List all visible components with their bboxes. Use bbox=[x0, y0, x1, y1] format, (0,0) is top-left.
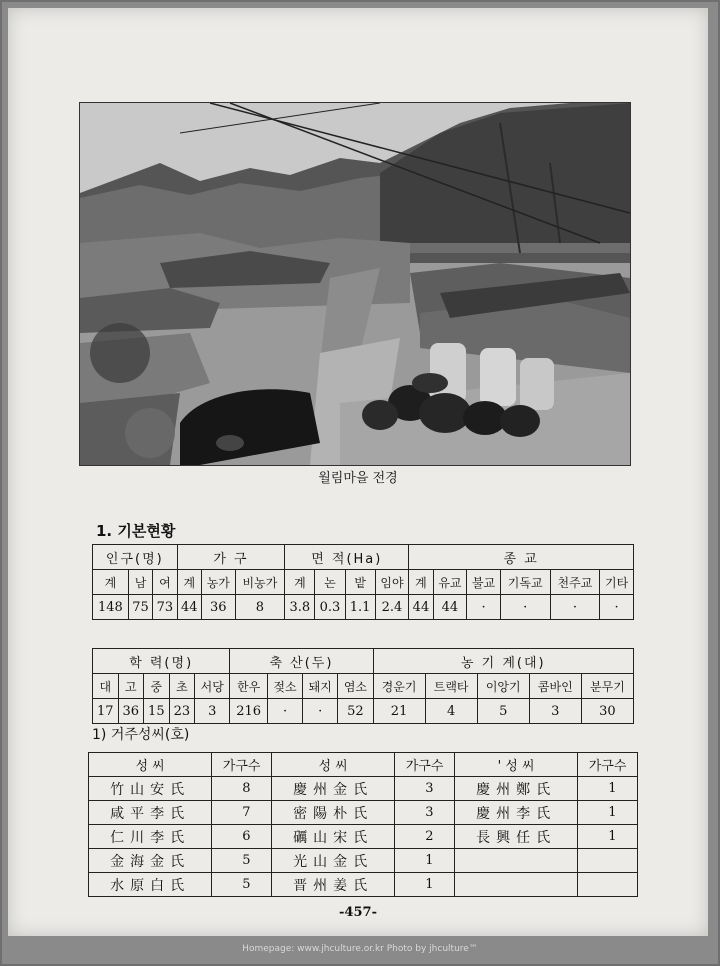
surname-households-table bbox=[88, 752, 638, 897]
subheader: 염소 bbox=[338, 674, 373, 699]
subheader: 밭 bbox=[345, 570, 375, 595]
photo-caption: 월림마을 전경 bbox=[318, 471, 398, 486]
surname-cell: 密陽朴氏 bbox=[271, 801, 394, 825]
group-education: 학 력(명) bbox=[93, 649, 230, 674]
table-cell: · bbox=[267, 699, 302, 724]
table-cell: · bbox=[303, 699, 338, 724]
subheader: 돼지 bbox=[303, 674, 338, 699]
surname-cell bbox=[454, 849, 577, 873]
footer-credit: Homepage: www.jhculture.or.kr Photo by jhculture™ bbox=[242, 944, 478, 954]
surname-cell: 咸平李氏 bbox=[89, 801, 212, 825]
table-cell: 44 bbox=[409, 595, 433, 620]
table-cell: 52 bbox=[338, 699, 373, 724]
table-row bbox=[93, 649, 634, 674]
subheader: 초 bbox=[169, 674, 195, 699]
subheader: 계 bbox=[177, 570, 201, 595]
village-photo bbox=[79, 102, 631, 466]
document-page bbox=[8, 8, 708, 936]
header-surname: ' 성 씨 bbox=[454, 753, 577, 777]
count-cell: 3 bbox=[395, 777, 455, 801]
surname-cell: 光山金氏 bbox=[271, 849, 394, 873]
subheader: 기독교 bbox=[500, 570, 550, 595]
table-row bbox=[89, 825, 638, 849]
table-cell: 5 bbox=[477, 699, 529, 724]
subheader: 한우 bbox=[230, 674, 268, 699]
table-cell: 4 bbox=[425, 699, 477, 724]
surname-cell: 慶州金氏 bbox=[271, 777, 394, 801]
surname-cell: 晋州姜氏 bbox=[271, 873, 394, 897]
table-cell: 1.1 bbox=[345, 595, 375, 620]
table-cell: · bbox=[600, 595, 634, 620]
surname-cell: 長興任氏 bbox=[454, 825, 577, 849]
subheader: 대 bbox=[93, 674, 119, 699]
subheader: 계 bbox=[285, 570, 315, 595]
header-surname: 성 씨 bbox=[271, 753, 394, 777]
subheader: 유교 bbox=[433, 570, 467, 595]
count-cell: 3 bbox=[395, 801, 455, 825]
table-row bbox=[93, 570, 634, 595]
subsection-title: 1) 거주성씨(호) bbox=[92, 727, 190, 743]
section-title: 1. 기본현황 bbox=[96, 522, 176, 540]
subheader: 여 bbox=[153, 570, 177, 595]
subheader: 젖소 bbox=[267, 674, 302, 699]
surname-cell: 慶州鄭氏 bbox=[454, 777, 577, 801]
subheader: 비농가 bbox=[235, 570, 285, 595]
table-cell: 36 bbox=[202, 595, 236, 620]
group-machinery: 농 기 계(대) bbox=[373, 649, 633, 674]
subheader: 기타 bbox=[600, 570, 634, 595]
count-cell: 5 bbox=[212, 873, 272, 897]
table-row bbox=[89, 801, 638, 825]
table-row bbox=[93, 545, 634, 570]
table-row bbox=[89, 753, 638, 777]
count-cell bbox=[578, 873, 638, 897]
table-row bbox=[89, 873, 638, 897]
header-households: 가구수 bbox=[578, 753, 638, 777]
table-cell: · bbox=[550, 595, 600, 620]
table-cell: 21 bbox=[373, 699, 425, 724]
group-population: 인구(명) bbox=[93, 545, 178, 570]
subheader: 서당 bbox=[195, 674, 230, 699]
table-cell: 17 bbox=[93, 699, 119, 724]
subheader: 농가 bbox=[202, 570, 236, 595]
surname-cell: 水原白氏 bbox=[89, 873, 212, 897]
surname-cell: 慶州李氏 bbox=[454, 801, 577, 825]
subheader: 경운기 bbox=[373, 674, 425, 699]
subheader: 분무기 bbox=[581, 674, 633, 699]
group-households: 가 구 bbox=[177, 545, 285, 570]
table-cell: 148 bbox=[93, 595, 129, 620]
table-cell: 15 bbox=[144, 699, 170, 724]
table-cell: 36 bbox=[118, 699, 144, 724]
count-cell: 5 bbox=[212, 849, 272, 873]
subheader: 임야 bbox=[375, 570, 409, 595]
surname-cell: 竹山安氏 bbox=[89, 777, 212, 801]
surname-cell: 仁川李氏 bbox=[89, 825, 212, 849]
subheader: 계 bbox=[93, 570, 129, 595]
table-cell: 73 bbox=[153, 595, 177, 620]
education-livestock-machinery-table bbox=[92, 648, 634, 724]
group-religion: 종 교 bbox=[409, 545, 634, 570]
table-cell: 75 bbox=[128, 595, 152, 620]
table-row bbox=[89, 777, 638, 801]
header-households: 가구수 bbox=[212, 753, 272, 777]
table-cell: 44 bbox=[177, 595, 201, 620]
subheader: 고 bbox=[118, 674, 144, 699]
count-cell: 1 bbox=[578, 825, 638, 849]
subheader: 남 bbox=[128, 570, 152, 595]
surname-cell: 金海金氏 bbox=[89, 849, 212, 873]
table-cell: 216 bbox=[230, 699, 268, 724]
surname-cell bbox=[454, 873, 577, 897]
subheader: 천주교 bbox=[550, 570, 600, 595]
subheader: 중 bbox=[144, 674, 170, 699]
basic-status-table bbox=[92, 544, 634, 620]
count-cell: 6 bbox=[212, 825, 272, 849]
header-households: 가구수 bbox=[395, 753, 455, 777]
subheader: 콤바인 bbox=[529, 674, 581, 699]
group-livestock: 축 산(두) bbox=[230, 649, 373, 674]
table-cell: · bbox=[500, 595, 550, 620]
table-cell: 3.8 bbox=[285, 595, 315, 620]
subheader: 트랙타 bbox=[425, 674, 477, 699]
table-cell: 2.4 bbox=[375, 595, 409, 620]
subheader: 계 bbox=[409, 570, 433, 595]
table-cell: 3 bbox=[529, 699, 581, 724]
group-area: 면 적(Ha) bbox=[285, 545, 409, 570]
subheader: 논 bbox=[315, 570, 345, 595]
table-cell: 44 bbox=[433, 595, 467, 620]
subheader: 불교 bbox=[467, 570, 501, 595]
table-row bbox=[93, 699, 634, 724]
count-cell: 1 bbox=[578, 801, 638, 825]
count-cell: 2 bbox=[395, 825, 455, 849]
count-cell: 8 bbox=[212, 777, 272, 801]
table-cell: 30 bbox=[581, 699, 633, 724]
table-cell: 8 bbox=[235, 595, 285, 620]
header-surname: 성 씨 bbox=[89, 753, 212, 777]
subheader: 이앙기 bbox=[477, 674, 529, 699]
count-cell: 1 bbox=[395, 873, 455, 897]
table-cell: 3 bbox=[195, 699, 230, 724]
table-row bbox=[89, 849, 638, 873]
table-cell: · bbox=[467, 595, 501, 620]
count-cell: 7 bbox=[212, 801, 272, 825]
surname-cell: 礪山宋氏 bbox=[271, 825, 394, 849]
table-cell: 0.3 bbox=[315, 595, 345, 620]
table-cell: 23 bbox=[169, 699, 195, 724]
table-row bbox=[93, 674, 634, 699]
page-number: -457- bbox=[339, 905, 377, 920]
count-cell: 1 bbox=[395, 849, 455, 873]
table-row bbox=[93, 595, 634, 620]
count-cell bbox=[578, 849, 638, 873]
count-cell: 1 bbox=[578, 777, 638, 801]
